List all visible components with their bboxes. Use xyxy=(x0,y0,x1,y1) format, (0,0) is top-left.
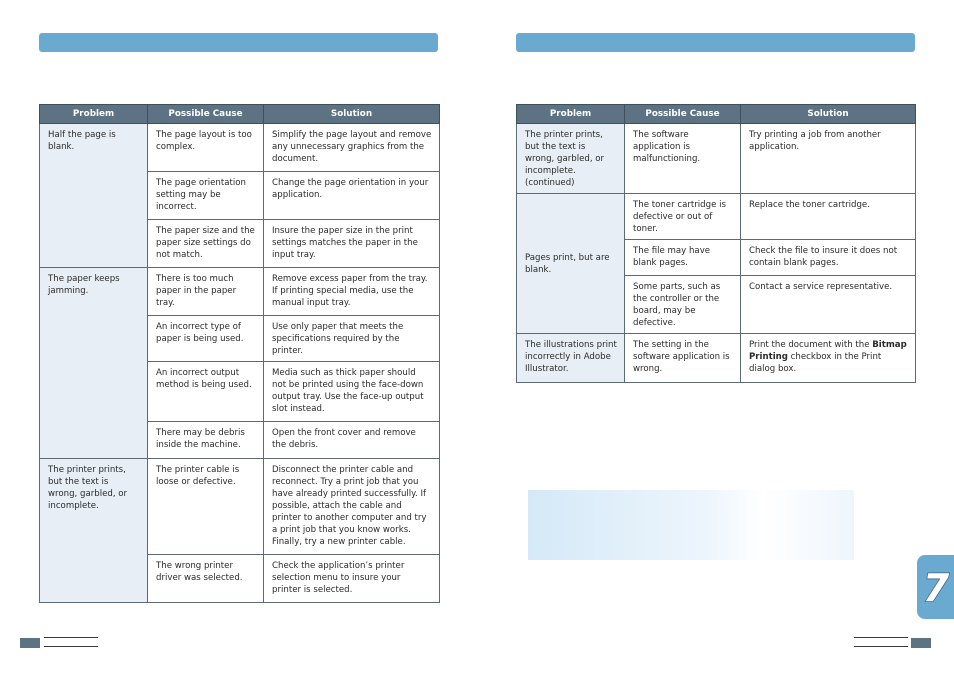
problem-cell: Half the page is blank. xyxy=(40,124,148,268)
table-row xyxy=(40,124,440,172)
cause-cell: The software application is malfunctioning. xyxy=(625,124,741,194)
solution-cell: Replace the toner cartridge. xyxy=(741,194,916,240)
solution-text-end: checkbox in the Print dialog box. xyxy=(749,352,882,374)
left-footer-rule xyxy=(44,646,98,647)
table-header-row xyxy=(40,105,440,124)
solution-cell: Try printing a job from another application. xyxy=(741,124,916,194)
problem-cell: The printer prints, but the text is wrong, garbled, or incomplete. (continued) xyxy=(517,124,625,194)
cause-cell: There is too much paper in the paper tray. xyxy=(148,268,264,316)
cause-cell: An incorrect output method is being used. xyxy=(148,362,264,422)
cause-cell: The wrong printer driver was selected. xyxy=(148,555,264,603)
cause-cell: There may be debris inside the machine. xyxy=(148,422,264,459)
column-header-possible-cause: Possible Cause xyxy=(148,105,264,124)
table-row xyxy=(517,334,916,383)
solution-cell: Remove excess paper from the tray. If printing special media, use the manual input tray. xyxy=(264,268,440,316)
left-troubleshooting-table xyxy=(39,104,440,603)
right-footer-block xyxy=(911,638,931,648)
column-header-solution: Solution xyxy=(264,105,440,124)
solution-text-start: Print the document with the xyxy=(749,340,873,350)
table-row xyxy=(517,194,916,240)
left-page-header-bar xyxy=(39,33,438,52)
right-footer-rule xyxy=(854,637,908,638)
right-troubleshooting-table xyxy=(516,104,916,383)
solution-cell: Check the application’s printer selection menu to insure your printer is selected. xyxy=(264,555,440,603)
right-footer-rule xyxy=(854,646,908,647)
cause-cell: The page layout is too complex. xyxy=(148,124,264,172)
cause-cell: The setting in the software application is wrong. xyxy=(625,334,741,383)
cause-cell: The printer cable is loose or defective. xyxy=(148,459,264,555)
table-row xyxy=(40,459,440,555)
cause-cell: The toner cartridge is defective or out of toner. xyxy=(625,194,741,240)
problem-cell: The paper keeps jamming. xyxy=(40,268,148,459)
table-row xyxy=(517,124,916,194)
solution-cell: Check the file to insure it does not contain blank pages. xyxy=(741,240,916,276)
problem-cell: The printer prints, but the text is wrong, garbled, or incomplete. xyxy=(40,459,148,603)
note-callout-box xyxy=(528,490,854,560)
cause-cell: The file may have blank pages. xyxy=(625,240,741,276)
bitmap-printing-option-name: Bitmap Printing xyxy=(749,340,907,362)
cause-cell: An incorrect type of paper is being used. xyxy=(148,316,264,362)
right-page-header-bar xyxy=(516,33,915,52)
solution-cell: Change the page orientation in your application. xyxy=(264,172,440,220)
solution-cell: Open the front cover and remove the debris. xyxy=(264,422,440,459)
left-footer-rule xyxy=(44,637,98,638)
cause-cell: The paper size and the paper size settings do not match. xyxy=(148,220,264,268)
solution-cell: Contact a service representative. xyxy=(741,276,916,334)
column-header-problem: Problem xyxy=(517,105,625,124)
table-row xyxy=(40,268,440,316)
cause-cell: Some parts, such as the controller or the board, may be defective. xyxy=(625,276,741,334)
table-header-row xyxy=(517,105,916,124)
solution-cell: Disconnect the printer cable and reconnect. Try a print job that you have already printed successfully. If possible, attach the cable and printer to another computer and try a print job that you know works. Finally, try a new printer cable. xyxy=(264,459,440,555)
solution-cell xyxy=(741,334,916,383)
chapter-number-graphic xyxy=(921,565,951,609)
problem-cell: Pages print, but are blank. xyxy=(517,194,625,334)
cause-cell: The page orientation setting may be incorrect. xyxy=(148,172,264,220)
chapter-number: 7 xyxy=(922,566,949,609)
column-header-possible-cause: Possible Cause xyxy=(625,105,741,124)
column-header-problem: Problem xyxy=(40,105,148,124)
solution-cell: Use only paper that meets the specifications required by the printer. xyxy=(264,316,440,362)
chapter-tab xyxy=(917,555,954,619)
solution-cell: Insure the paper size in the print settings matches the paper in the input tray. xyxy=(264,220,440,268)
solution-cell: Simplify the page layout and remove any unnecessary graphics from the document. xyxy=(264,124,440,172)
solution-cell: Media such as thick paper should not be printed using the face-down output tray. Use the face-up output slot instead. xyxy=(264,362,440,422)
left-footer-block xyxy=(20,638,40,648)
column-header-solution: Solution xyxy=(741,105,916,124)
problem-cell: The illustrations print incorrectly in Adobe Illustrator. xyxy=(517,334,625,383)
